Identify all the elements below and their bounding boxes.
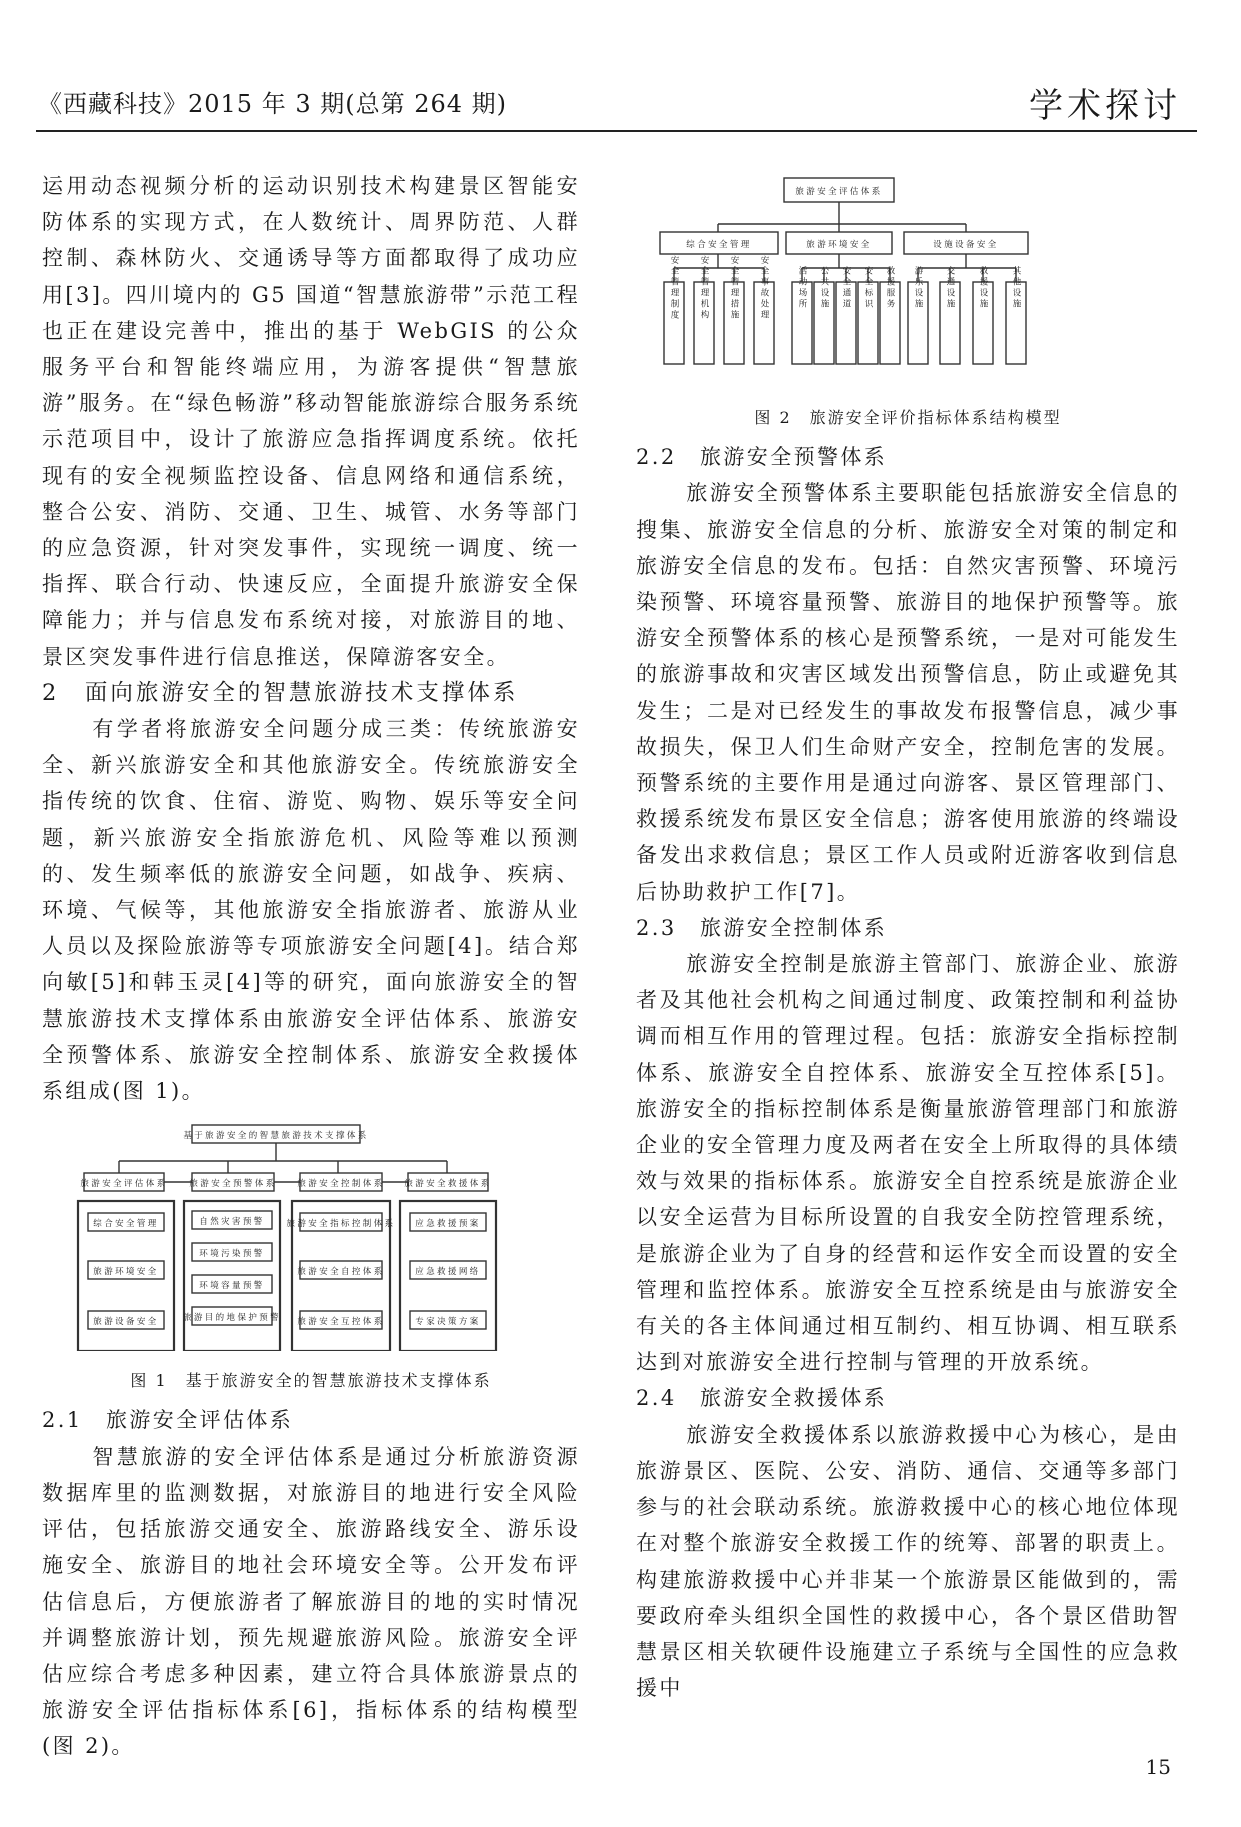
section-heading-2-1: 2.1 旅游安全评估体系 bbox=[42, 1408, 294, 1433]
fig1-branch-label: 旅游安全控制体系 bbox=[297, 1179, 385, 1190]
fig1-item-label: 应急救援预案 bbox=[415, 1219, 481, 1230]
fig2-item-label: 安全管理机构 bbox=[699, 255, 709, 321]
fig2-item-label: 游乐设施 bbox=[913, 266, 923, 310]
fig1-branch-label: 旅游安全评估体系 bbox=[80, 1179, 168, 1190]
figure-1 bbox=[42, 1119, 580, 1394]
fig1-item-label: 环境污染预警 bbox=[199, 1249, 265, 1260]
fig2-item-label: 救援服务 bbox=[885, 266, 895, 310]
figure-2 bbox=[636, 176, 1180, 431]
fig2-item-label: 救援设施 bbox=[978, 266, 988, 310]
fig1-item-label: 环境容量预警 bbox=[199, 1281, 265, 1292]
section-heading-2-4: 2.4 旅游安全救援体系 bbox=[636, 1386, 888, 1411]
fig2-branch-label: 旅游环境安全 bbox=[806, 240, 872, 250]
header-rule bbox=[36, 130, 1197, 132]
fig2-item-label: 安全标识 bbox=[863, 266, 873, 310]
section-heading-2-2: 2.2 旅游安全预警体系 bbox=[636, 445, 888, 470]
fig1-root-label: 基于旅游安全的智慧旅游技术支撑体系 bbox=[183, 1131, 369, 1142]
fig2-branch-label: 综合安全管理 bbox=[686, 240, 752, 250]
fig1-item-label: 专家决策方案 bbox=[415, 1317, 481, 1328]
fig1-item-label: 旅游目的地保护预警 bbox=[182, 1313, 282, 1324]
fig1-item-label: 综合安全管理 bbox=[93, 1219, 159, 1230]
fig1-item-label: 旅游设备安全 bbox=[93, 1317, 159, 1328]
fig2-item-label: 安全事故处理 bbox=[759, 255, 769, 321]
fig1-item-label: 自然灾害预警 bbox=[199, 1217, 265, 1228]
figure-1-diagram bbox=[42, 1119, 580, 1351]
fig2-branch-label: 设施设备安全 bbox=[933, 240, 999, 250]
left-column bbox=[42, 168, 580, 1765]
right-column bbox=[636, 176, 1180, 1706]
fig2-root-label: 旅游安全评估体系 bbox=[795, 187, 883, 197]
journal-header: 《西藏科技》2015 年 3 期(总第 264 期) bbox=[38, 90, 508, 118]
fig2-item-label: 安全管理制度 bbox=[669, 255, 679, 321]
paragraph: 有学者将旅游安全问题分成三类：传统旅游安全、新兴旅游安全和其他旅游安全。传统旅游安全指传统的饮食、住宿、游览、购物、娱乐等安全问题，新兴旅游安全指旅游危机、风险等难以预测的、发生频率低的旅游安全问题，如战争、疾病、环境、气候等，其他旅游安全指旅游者、旅游从业人员以及探险旅游等专项旅游安全问题[4]。结合郑向敏[5]和韩玉灵[4]等的研究，面向旅游安全的智慧旅游技术支撑体系由旅游安全评估体系、旅游安全预警体系、旅游安全控制体系、旅游安全救援体系组成(图 1)。 bbox=[42, 717, 580, 1104]
fig2-item-label: 安全管理措施 bbox=[729, 255, 739, 321]
fig1-item-label: 旅游安全指标控制体系 bbox=[286, 1219, 396, 1230]
fig1-item-label: 旅游安全互控体系 bbox=[297, 1317, 385, 1328]
fig2-item-label: 安全通道 bbox=[841, 266, 851, 310]
fig1-branch-label: 旅游安全救援体系 bbox=[404, 1179, 492, 1190]
paragraph: 旅游安全控制是旅游主管部门、旅游企业、旅游者及其他社会机构之间通过制度、政策控制和利益协调而相互作用的管理过程。包括：旅游安全指标控制体系、旅游安全自控体系、旅游安全互控体系[5]。旅游安全的指标控制体系是衡量旅游管理部门和旅游企业的安全管理力度及两者在安全上所取得的具体绩效与效果的指标体系。旅游安全自控系统是旅游企业以安全运营为目标所设置的自我安全防控管理系统，是旅游企业为了自身的经营和运作安全而设置的安全管理和监控体系。旅游安全互控系统是由与旅游安全有关的各主体间通过相互制约、相互协调、相互联系达到对旅游安全进行控制与管理的开放系统。 bbox=[636, 952, 1180, 1375]
fig1-item-label: 旅游安全自控体系 bbox=[297, 1267, 385, 1278]
paragraph: 旅游安全预警体系主要职能包括旅游安全信息的搜集、旅游安全信息的分析、旅游安全对策的制定和旅游安全信息的发布。包括：自然灾害预警、环境污染预警、环境容量预警、旅游目的地保护预警等。旅游安全预警体系的核心是预警系统，一是对可能发生的旅游事故和灾害区域发出预警信息，防止或避免其发生；二是对已经发生的事故发布报警信息，减少事故损失，保卫人们生命财产安全，控制危害的发展。预警系统的主要作用是通过向游客、景区管理部门、救援系统发布景区安全信息；游客使用旅游的终端设备发出求救信息；景区工作人员或附近游客收到信息后协助救护工作[7]。 bbox=[636, 481, 1180, 904]
paragraph: 运用动态视频分析的运动识别技术构建景区智能安防体系的实现方式，在人数统计、周界防范、人群控制、森林防火、交通诱导等方面都取得了成功应用[3]。四川境内的 G5 国道“智慧旅游带”示范工程也正在建设完善中，推出的基于 WebGIS 的公众服务平台和智能终端应用，为游客提供“智慧旅游”服务。在“绿色畅游”移动智能旅游综合服务系统示范项目中，设计了旅游应急指挥调度系统。依托现有的安全视频监控设备、信息网络和通信系统，整合公安、消防、交通、卫生、城管、水务等部门的应急资源，针对突发事件，实现统一调度、统一指挥、联合行动、快速反应，全面提升旅游安全保障能力；并与信息发布系统对接，对旅游目的地、景区突发事件进行信息推送，保障游客安全。 bbox=[42, 174, 580, 669]
fig2-item-label: 交通设施 bbox=[945, 266, 955, 310]
fig2-item-label: 其他设施 bbox=[1011, 266, 1021, 310]
section-title: 学术探讨 bbox=[1029, 86, 1181, 126]
paragraph: 智慧旅游的安全评估体系是通过分析旅游资源数据库里的监测数据，对旅游目的地进行安全风险评估，包括旅游交通安全、旅游路线安全、游乐设施安全、旅游目的地社会环境安全等。公开发布评估信息后，方便旅游者了解旅游目的地的实时情况并调整旅游计划，预先规避旅游风险。旅游安全评估应综合考虑多种因素，建立符合具体旅游景点的旅游安全评估指标体系[6]，指标体系的结构模型(图 2)。 bbox=[42, 1444, 580, 1759]
fig1-branch-label: 旅游安全预警体系 bbox=[189, 1179, 277, 1190]
figure-1-caption: 图 1 基于旅游安全的智慧旅游技术支撑体系 bbox=[130, 1371, 492, 1391]
fig2-item-label: 活动场所 bbox=[797, 266, 807, 310]
paragraph: 旅游安全救援体系以旅游救援中心为核心，是由旅游景区、医院、公安、消防、通信、交通等多部门参与的社会联动系统。旅游救援中心的核心地位体现在对整个旅游安全救援工作的统筹、部署的职责上。构建旅游救援中心并非某一个旅游景区能做到的，需要政府牵头组织全国性的救援中心，各个景区借助智慧景区相关软硬件设施建立子系统与全国性的应急救援中 bbox=[636, 1422, 1180, 1701]
fig2-item-label: 公共设施 bbox=[819, 266, 829, 310]
fig1-item-label: 应急救援网络 bbox=[415, 1267, 481, 1278]
page-number: 15 bbox=[1145, 1755, 1171, 1779]
figure-2-caption: 图 2 旅游安全评价指标体系结构模型 bbox=[754, 408, 1062, 428]
section-heading-2-3: 2.3 旅游安全控制体系 bbox=[636, 915, 888, 940]
fig1-item-label: 旅游环境安全 bbox=[93, 1267, 159, 1278]
figure-2-diagram bbox=[636, 176, 1180, 388]
section-heading-2: 2 面向旅游安全的智慧旅游技术支撑体系 bbox=[42, 679, 519, 706]
